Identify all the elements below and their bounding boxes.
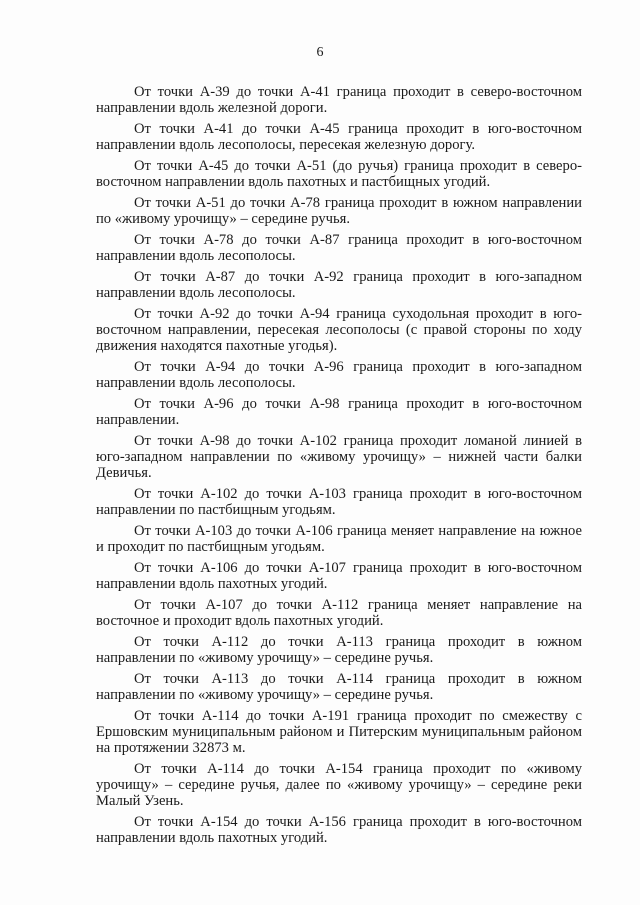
paragraph: От точки А-112 до точки А-113 граница проходит в южном направлении по «живому урочищу» – середине ручья. bbox=[96, 634, 582, 666]
paragraph: От точки А-114 до точки А-154 граница проходит по «живому урочищу» – середине ручья, далее по «живому урочищу» – середине реки Малый Узень. bbox=[96, 761, 582, 809]
page-number: 6 bbox=[316, 45, 324, 60]
paragraph: От точки А-78 до точки А-87 граница проходит в юго-восточном направлении вдоль лесополосы. bbox=[96, 232, 582, 264]
paragraph: От точки А-41 до точки А-45 граница проходит в юго-восточном направлении вдоль лесополосы, пересекая железную дорогу. bbox=[96, 121, 582, 153]
paragraph: От точки А-92 до точки А-94 граница суходольная проходит в юго-восточном направлении, пересекая лесополосы (с правой стороны по ходу движения находятся пахотные угодья). bbox=[96, 306, 582, 354]
paragraph: От точки А-87 до точки А-92 граница проходит в юго-западном направлении вдоль лесополосы. bbox=[96, 269, 582, 301]
paragraph: От точки А-107 до точки А-112 граница меняет направление на восточное и проходит вдоль пахотных угодий. bbox=[96, 597, 582, 629]
paragraph: От точки А-39 до точки А-41 граница проходит в северо-восточном направлении вдоль железной дороги. bbox=[96, 84, 582, 116]
paragraph: От точки А-94 до точки А-96 граница проходит в юго-западном направлении вдоль лесополосы. bbox=[96, 359, 582, 391]
paragraph: От точки А-114 до точки А-191 граница проходит по смежеству с Ершовским муниципальным районом и Питерским муниципальным районом на протяжении 32873 м. bbox=[96, 708, 582, 756]
paragraph: От точки А-103 до точки А-106 граница меняет направление на южное и проходит по пастбищным угодьям. bbox=[96, 523, 582, 555]
paragraph: От точки А-154 до точки А-156 граница проходит в юго-восточном направлении вдоль пахотных угодий. bbox=[96, 814, 582, 846]
paragraph: От точки А-45 до точки А-51 (до ручья) граница проходит в северо-восточном направлении вдоль пахотных и пастбищных угодий. bbox=[96, 158, 582, 190]
paragraph: От точки А-102 до точки А-103 граница проходит в юго-восточном направлении по пастбищным угодьям. bbox=[96, 486, 582, 518]
paragraph: От точки А-106 до точки А-107 граница проходит в юго-восточном направлении вдоль пахотных угодий. bbox=[96, 560, 582, 592]
paragraph: От точки А-96 до точки А-98 граница проходит в юго-восточном направлении. bbox=[96, 396, 582, 428]
paragraph: От точки А-98 до точки А-102 граница проходит ломаной линией в юго-западном направлении по «живому урочищу» – нижней части балки Девичья. bbox=[96, 433, 582, 481]
paragraph: От точки А-113 до точки А-114 граница проходит в южном направлении по «живому урочищу» – середине ручья. bbox=[96, 671, 582, 703]
document-body bbox=[96, 84, 582, 851]
paragraph: От точки А-51 до точки А-78 граница проходит в южном направлении по «живому урочищу» – середине ручья. bbox=[96, 195, 582, 227]
